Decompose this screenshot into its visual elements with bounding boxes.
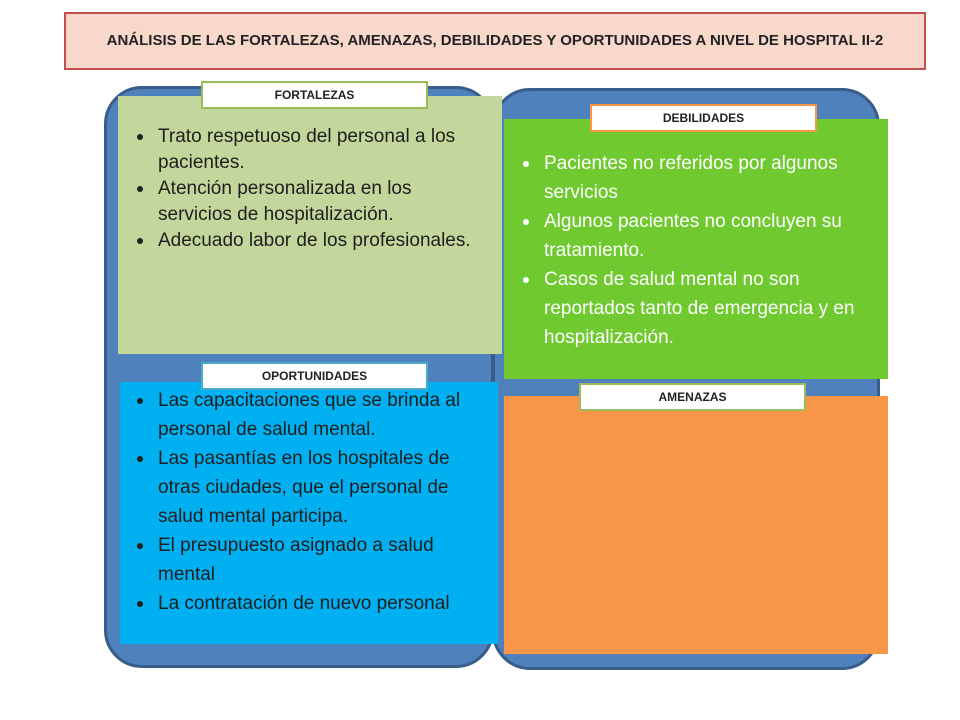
fortalezas-label: FORTALEZAS [201,81,428,109]
debilidades-label: DEBILIDADES [590,104,817,132]
debilidades-item: Casos de salud mental no son reportados tanto de emergencia y en hospitalización. [514,265,874,352]
oportunidades-panel [120,382,498,644]
fortalezas-item: Trato respetuoso del personal a los pacientes. [128,124,488,176]
debilidades-item: Algunos pacientes no concluyen su tratamiento. [514,207,874,265]
amenazas-panel [504,396,888,654]
oportunidades-list [128,386,490,618]
page-title: ANÁLISIS DE LAS FORTALEZAS, AMENAZAS, DEBILIDADES Y OPORTUNIDADES A NIVEL DE HOSPITAL II-2 [64,12,926,70]
fortalezas-panel [118,96,502,354]
amenazas-label: AMENAZAS [579,383,806,411]
debilidades-panel [504,119,888,379]
oportunidades-label: OPORTUNIDADES [201,362,428,390]
oportunidades-item: El presupuesto asignado a salud mental [128,531,490,589]
fortalezas-item: Adecuado labor de los profesionales. [128,228,488,254]
oportunidades-item: Las capacitaciones que se brinda al personal de salud mental. [128,386,490,444]
fortalezas-list [128,124,488,254]
debilidades-item: Pacientes no referidos por algunos servicios [514,149,874,207]
debilidades-list [514,149,874,352]
fortalezas-item: Atención personalizada en los servicios de hospitalización. [128,176,488,228]
oportunidades-item: Las pasantías en los hospitales de otras ciudades, que el personal de salud mental participa. [128,444,490,531]
oportunidades-item: La contratación de nuevo personal [128,589,490,618]
